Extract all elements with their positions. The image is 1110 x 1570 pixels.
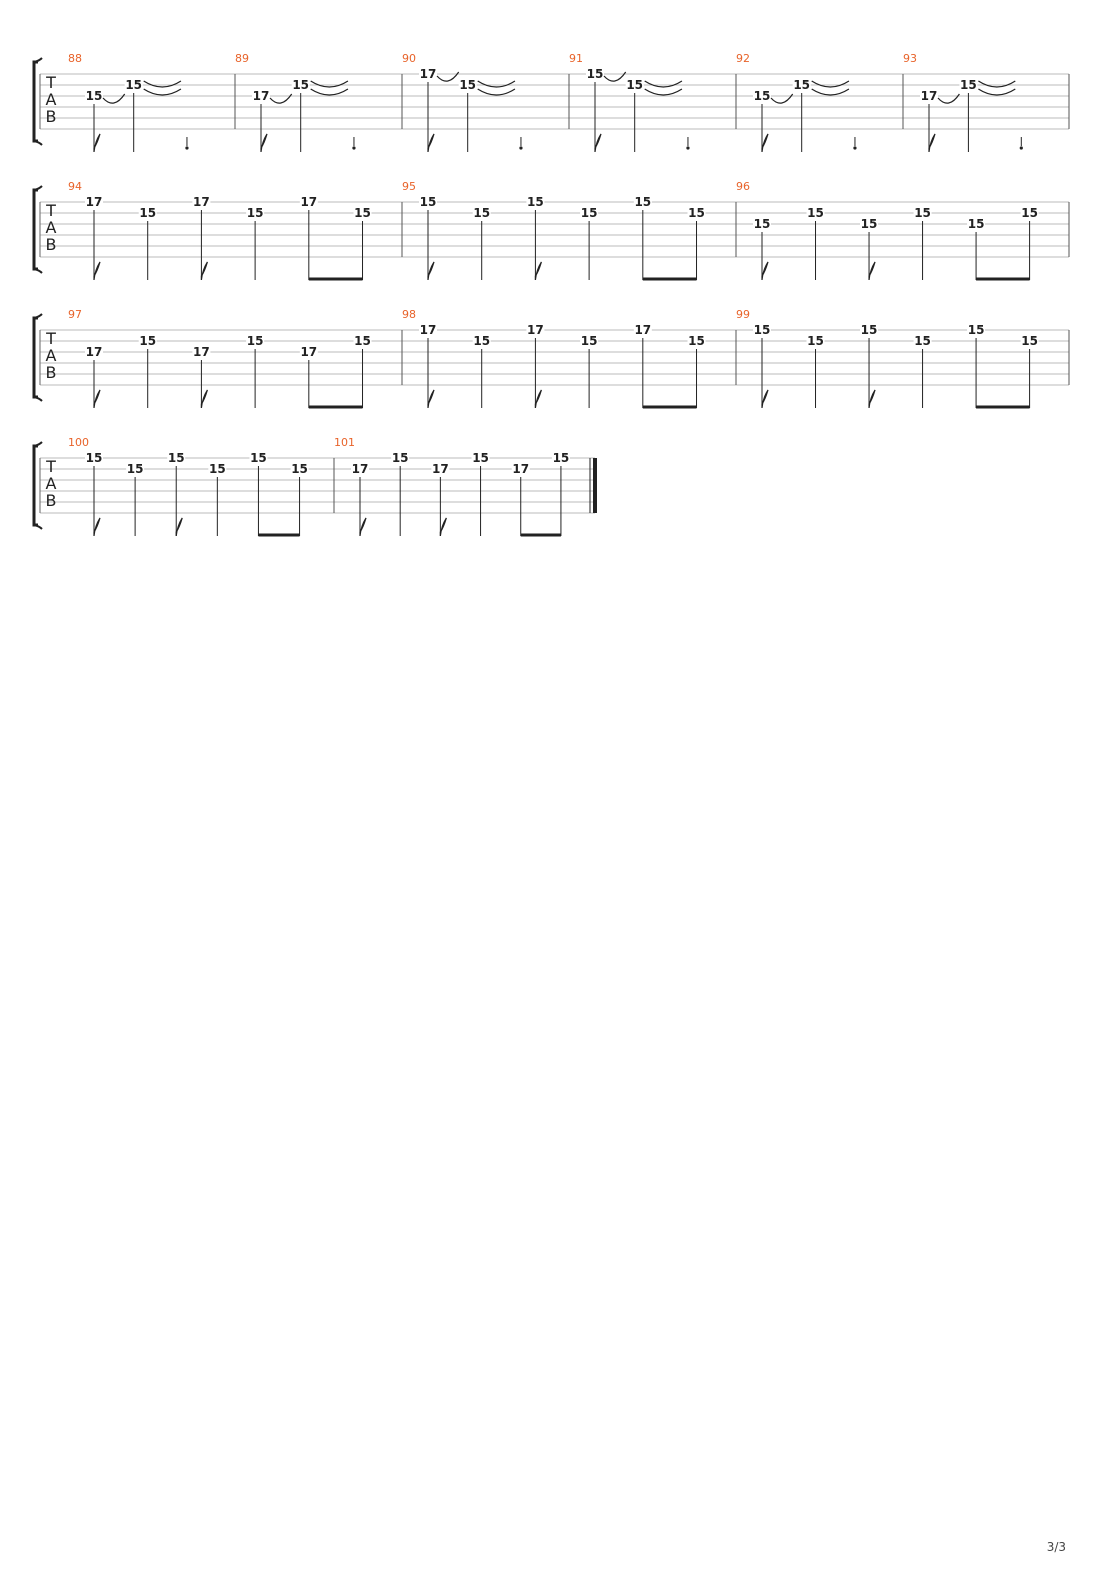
- tab-note: [753, 217, 771, 280]
- tab-note: [419, 195, 437, 280]
- measure-number: 101: [334, 436, 355, 449]
- measure-number: 98: [402, 308, 416, 321]
- bracket-hook: [34, 141, 42, 145]
- measure-number: 91: [569, 52, 583, 65]
- fret-number: 15: [246, 334, 264, 348]
- slur: [771, 94, 793, 103]
- bracket-hook: [34, 314, 42, 318]
- measure: [402, 308, 706, 408]
- fret-number: 15: [967, 217, 985, 231]
- tab-system: [34, 308, 1069, 408]
- eighth-flag: [94, 390, 100, 408]
- tab-note: [431, 462, 449, 536]
- tab-note: [472, 451, 490, 536]
- tab-note: [192, 195, 210, 280]
- eighth-flag: [535, 262, 541, 280]
- tab-note: [1021, 206, 1039, 280]
- eighth-flag: [428, 262, 434, 280]
- tab-note: [512, 462, 530, 536]
- tab-note: [300, 345, 318, 408]
- fret-number: 15: [688, 334, 705, 348]
- bracket-hook: [34, 525, 42, 529]
- tab-note: [473, 206, 491, 280]
- tab-note: [419, 323, 437, 408]
- bracket-hook: [34, 442, 42, 446]
- fret-number: 17: [85, 345, 103, 359]
- bracket-hook: [34, 269, 42, 273]
- tab-note: [473, 334, 491, 408]
- page-number: 3/3: [1046, 1540, 1066, 1554]
- tab-clef-letter: A: [45, 474, 57, 493]
- fret-number: 15: [246, 206, 264, 220]
- tab-note: [354, 206, 372, 280]
- eighth-flag: [762, 390, 768, 408]
- tab-note: [580, 334, 598, 408]
- fret-number: 15: [688, 206, 705, 220]
- fret-number: 15: [473, 334, 491, 348]
- tab-clef-letter: T: [46, 329, 56, 348]
- measure-number: 94: [68, 180, 82, 193]
- eighth-flag: [360, 518, 366, 536]
- measure: [736, 180, 1039, 280]
- tie-arc: [812, 81, 849, 87]
- tab-note: [139, 334, 157, 408]
- tab-system: [34, 436, 595, 536]
- measure: [235, 52, 356, 152]
- tab-note: [1020, 137, 1023, 150]
- measure-number: 95: [402, 180, 416, 193]
- fret-number: 17: [85, 195, 103, 209]
- tab-note: [1021, 334, 1039, 408]
- eighth-flag: [201, 390, 207, 408]
- tab-note: [519, 137, 522, 150]
- fret-number: 17: [351, 462, 369, 476]
- fret-number: 15: [139, 334, 157, 348]
- tab-note: [185, 137, 188, 150]
- measure: [736, 308, 1039, 408]
- duration-dot: [1020, 146, 1023, 149]
- measure: [402, 52, 523, 152]
- tab-system: [34, 180, 1069, 280]
- fret-number: 15: [580, 206, 598, 220]
- tab-note: [807, 334, 825, 408]
- fret-number: 15: [753, 217, 771, 231]
- tab-note: [753, 323, 771, 408]
- fret-number: 15: [914, 206, 931, 220]
- tab-note: [354, 334, 372, 408]
- fret-number: 15: [208, 462, 226, 476]
- tab-clef-letter: A: [45, 218, 57, 237]
- tab-note: [586, 67, 604, 152]
- tab-note: [126, 462, 144, 536]
- tab-system: [34, 52, 1069, 152]
- fret-number: 15: [860, 217, 878, 231]
- fret-number: 15: [85, 451, 103, 465]
- tab-clef-letter: B: [45, 235, 57, 254]
- eighth-flag: [762, 262, 768, 280]
- tab-note: [139, 206, 157, 280]
- tie-arc: [645, 81, 682, 87]
- tab-note: [914, 206, 932, 280]
- tab-note: [85, 89, 103, 152]
- fret-number: 17: [527, 323, 544, 337]
- tab-note: [920, 89, 938, 152]
- fret-number: 15: [167, 451, 185, 465]
- tab-clef-letter: A: [45, 90, 57, 109]
- fret-number: 15: [552, 451, 570, 465]
- tab-note: [580, 206, 598, 280]
- fret-number: 15: [527, 195, 544, 209]
- fret-number: 15: [473, 206, 491, 220]
- tab-clef-letter: T: [46, 457, 56, 476]
- tab-note: [85, 345, 103, 408]
- tie-arc: [812, 89, 849, 95]
- tab-note: [249, 451, 267, 536]
- slur: [604, 72, 626, 81]
- slur: [103, 94, 125, 103]
- fret-number: 17: [512, 462, 530, 476]
- eighth-flag: [535, 390, 541, 408]
- slur: [270, 94, 292, 103]
- measure-number: 100: [68, 436, 89, 449]
- tab-note: [634, 323, 652, 408]
- fret-number: 17: [193, 345, 210, 359]
- duration-dot: [686, 146, 689, 149]
- fret-number: 17: [432, 462, 449, 476]
- tie-arc: [978, 89, 1015, 95]
- tab-note: [807, 206, 825, 280]
- duration-dot: [352, 146, 355, 149]
- tab-note: [125, 78, 143, 152]
- tab-note: [352, 137, 355, 150]
- fret-number: 17: [634, 323, 652, 337]
- tab-clef-letter: B: [45, 491, 57, 510]
- tab-note: [552, 451, 570, 536]
- measure: [903, 52, 1023, 152]
- bracket-hook: [34, 58, 42, 62]
- measure-number: 89: [235, 52, 249, 65]
- fret-number: 15: [459, 78, 477, 92]
- fret-number: 17: [300, 345, 318, 359]
- tab-clef-letter: T: [46, 201, 56, 220]
- fret-number: 15: [354, 334, 371, 348]
- fret-number: 15: [753, 323, 771, 337]
- fret-number: 15: [914, 334, 931, 348]
- tab-note: [300, 195, 318, 280]
- system-bracket: [34, 446, 38, 525]
- slur: [938, 94, 959, 103]
- measure-number: 92: [736, 52, 750, 65]
- tab-note: [292, 78, 310, 152]
- fret-number: 15: [419, 195, 437, 209]
- eighth-flag: [428, 134, 434, 152]
- eighth-flag: [94, 262, 100, 280]
- fret-number: 15: [634, 195, 652, 209]
- tab-note: [860, 323, 878, 408]
- measure: [402, 180, 706, 280]
- measure: [68, 52, 189, 152]
- measure-number: 99: [736, 308, 750, 321]
- fret-number: 17: [419, 323, 437, 337]
- duration-dot: [853, 146, 856, 149]
- tab-note: [634, 195, 652, 280]
- tab-note: [459, 78, 477, 152]
- fret-number: 17: [300, 195, 318, 209]
- fret-number: 15: [860, 323, 878, 337]
- tab-note: [626, 78, 644, 152]
- fret-number: 15: [126, 462, 144, 476]
- tab-clef-letter: A: [45, 346, 57, 365]
- tab-note: [967, 217, 985, 280]
- tab-note: [959, 78, 977, 152]
- slur: [437, 72, 459, 81]
- tab-note: [967, 323, 985, 408]
- tab-note: [853, 137, 856, 150]
- measure: [334, 436, 570, 536]
- fret-number: 15: [626, 78, 644, 92]
- fret-number: 15: [1021, 206, 1038, 220]
- tie-arc: [978, 81, 1015, 87]
- fret-number: 15: [967, 323, 985, 337]
- duration-dot: [519, 146, 522, 149]
- tab-note: [419, 67, 437, 152]
- tab-note: [391, 451, 409, 536]
- measure-number: 90: [402, 52, 416, 65]
- fret-number: 15: [250, 451, 267, 465]
- eighth-flag: [762, 134, 768, 152]
- fret-number: 15: [807, 334, 824, 348]
- bracket-hook: [34, 186, 42, 190]
- tab-note: [208, 462, 226, 536]
- tab-clef-letter: T: [46, 73, 56, 92]
- measure: [68, 436, 309, 536]
- tab-note: [167, 451, 185, 536]
- tie-arc: [478, 89, 515, 95]
- tie-arc: [311, 81, 348, 87]
- measure-number: 97: [68, 308, 82, 321]
- tab-note: [85, 451, 103, 536]
- measure: [569, 52, 690, 152]
- system-bracket: [34, 318, 38, 397]
- eighth-flag: [869, 390, 875, 408]
- fret-number: 15: [139, 206, 157, 220]
- fret-number: 15: [580, 334, 598, 348]
- measure-number: 96: [736, 180, 750, 193]
- tab-note: [526, 323, 544, 408]
- eighth-flag: [201, 262, 207, 280]
- measure: [736, 52, 857, 152]
- tab-note: [686, 137, 689, 150]
- eighth-flag: [94, 134, 100, 152]
- tie-arc: [478, 81, 515, 87]
- fret-number: 15: [291, 462, 308, 476]
- tab-note: [85, 195, 103, 280]
- fret-number: 15: [391, 451, 409, 465]
- tab-note: [793, 78, 811, 152]
- tab-note: [351, 462, 369, 536]
- eighth-flag: [929, 134, 935, 152]
- fret-number: 15: [960, 78, 977, 92]
- system-bracket: [34, 190, 38, 269]
- tie-arc: [144, 89, 181, 95]
- fret-number: 15: [354, 206, 371, 220]
- tab-note: [688, 206, 706, 280]
- fret-number: 15: [807, 206, 824, 220]
- tab-note: [252, 89, 270, 152]
- tab-note: [291, 462, 309, 536]
- tab-note: [914, 334, 932, 408]
- fret-number: 15: [753, 89, 771, 103]
- fret-number: 17: [419, 67, 437, 81]
- duration-dot: [185, 146, 188, 149]
- tie-arc: [311, 89, 348, 95]
- eighth-flag: [94, 518, 100, 536]
- tab-clef-letter: B: [45, 363, 57, 382]
- measure-number: 88: [68, 52, 82, 65]
- tab-note: [753, 89, 771, 152]
- eighth-flag: [176, 518, 182, 536]
- tab-note: [526, 195, 544, 280]
- eighth-flag: [428, 390, 434, 408]
- fret-number: 15: [1021, 334, 1038, 348]
- fret-number: 17: [193, 195, 210, 209]
- fret-number: 17: [252, 89, 270, 103]
- eighth-flag: [440, 518, 446, 536]
- fret-number: 15: [292, 78, 310, 92]
- fret-number: 15: [85, 89, 103, 103]
- measure: [68, 308, 372, 408]
- fret-number: 15: [125, 78, 143, 92]
- measure-number: 93: [903, 52, 917, 65]
- fret-number: 15: [793, 78, 811, 92]
- fret-number: 15: [586, 67, 604, 81]
- tab-note: [192, 345, 210, 408]
- tie-arc: [645, 89, 682, 95]
- tab-clef-letter: B: [45, 107, 57, 126]
- fret-number: 17: [920, 89, 938, 103]
- tab-note: [688, 334, 706, 408]
- eighth-flag: [869, 262, 875, 280]
- system-bracket: [34, 62, 38, 141]
- fret-number: 15: [472, 451, 489, 465]
- tie-arc: [144, 81, 181, 87]
- tab-note: [246, 334, 264, 408]
- tab-note: [246, 206, 264, 280]
- measure: [68, 180, 372, 280]
- eighth-flag: [261, 134, 267, 152]
- eighth-flag: [595, 134, 601, 152]
- tab-note: [860, 217, 878, 280]
- bracket-hook: [34, 397, 42, 401]
